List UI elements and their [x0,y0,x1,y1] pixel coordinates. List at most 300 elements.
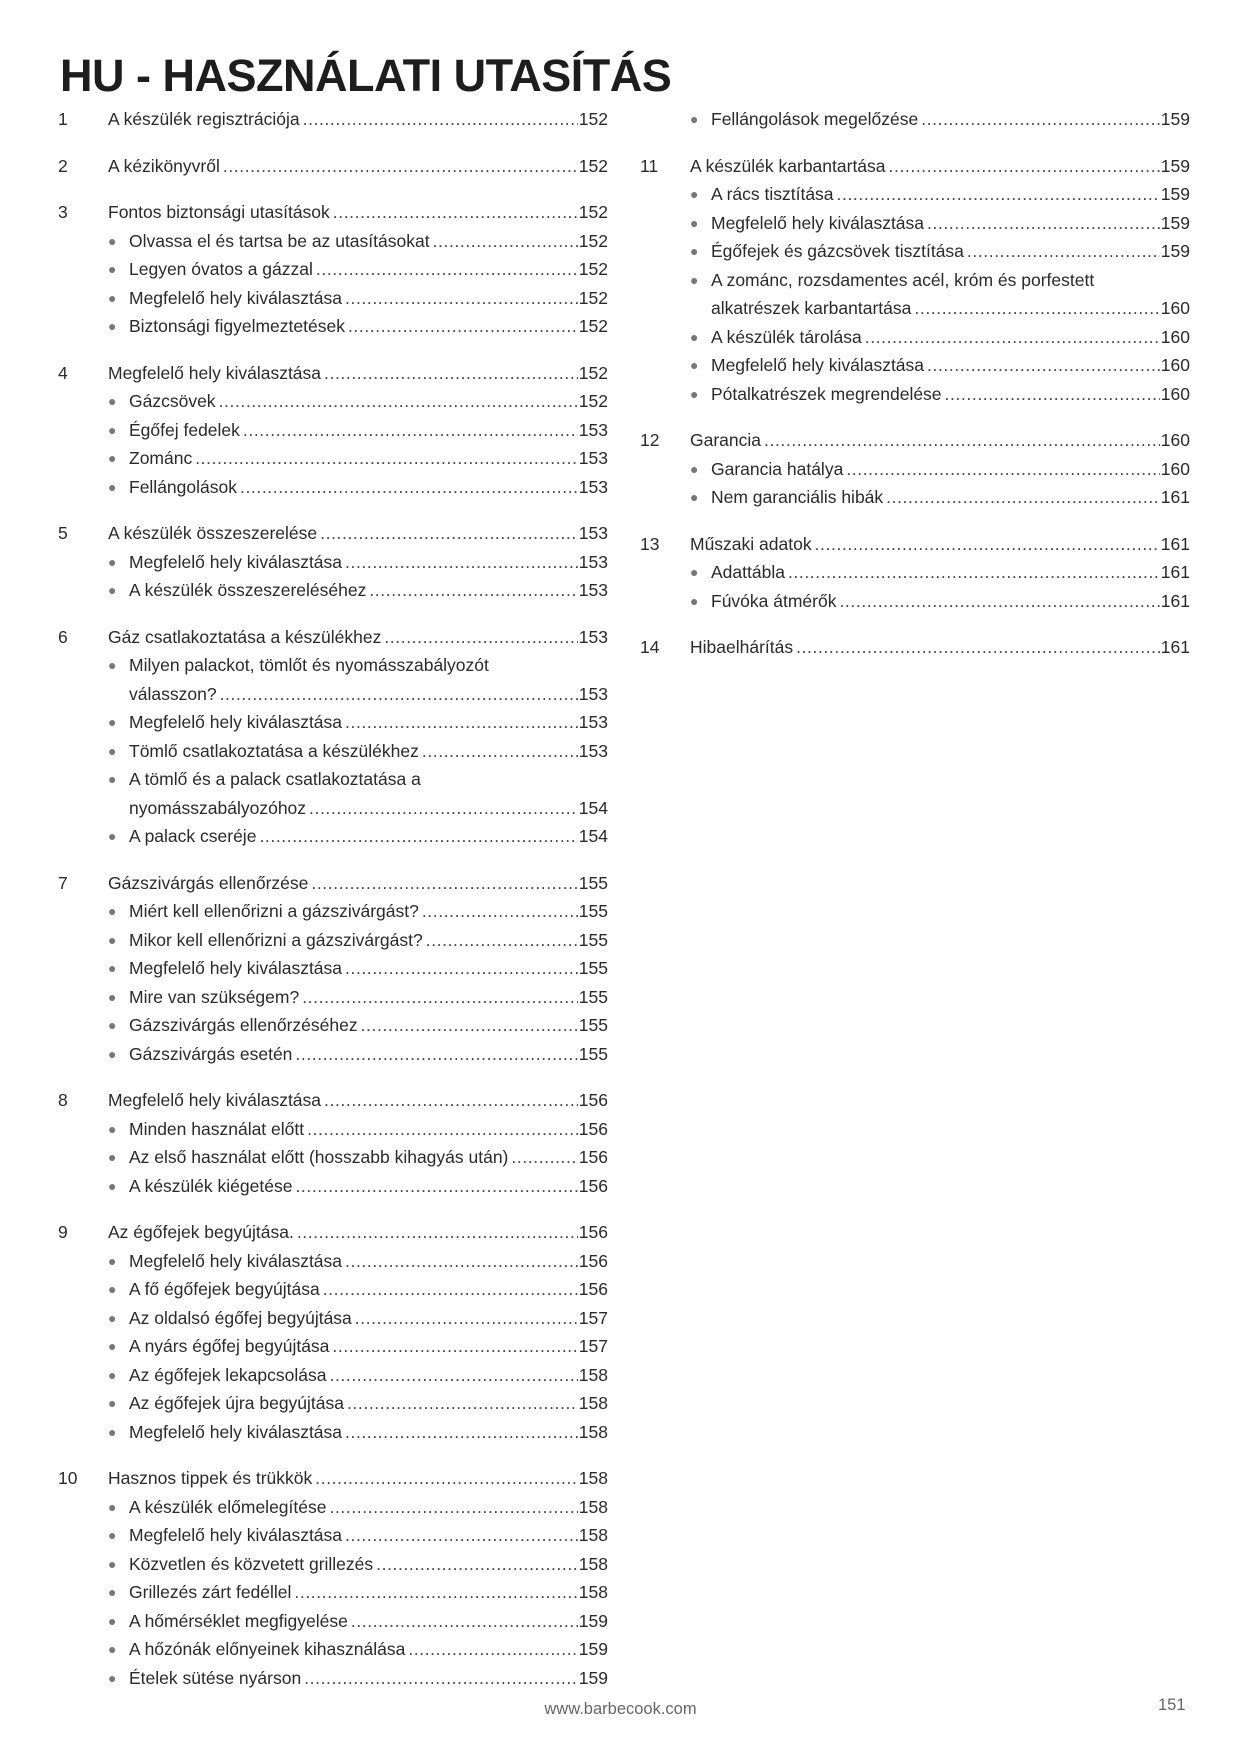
toc-subentry-text [711,180,1190,209]
toc-subentry-text [711,351,1190,380]
toc-subentry-label-cont: nyomásszabályozóhoz [129,797,307,818]
toc-section-entry[interactable] [58,1464,608,1493]
toc-leader-dots [422,897,578,926]
toc-section-entry[interactable] [58,1218,608,1247]
toc-subentry-page: 152 [578,259,608,279]
toc-subentry[interactable] [58,1332,608,1361]
toc-subentry-page: 153 [578,740,608,761]
toc-subentry[interactable] [58,1664,608,1693]
toc-subentry[interactable] [58,737,608,766]
toc-section-number: 2 [58,155,68,176]
toc-subentry[interactable] [58,312,608,341]
toc-subentry-label: Adattábla [711,562,785,582]
bullet-icon: ● [690,592,699,609]
toc-subentry-label: Az oldalsó égőfej begyújtása [129,1307,352,1328]
toc-subentry-text [129,1418,608,1447]
toc-subentry-page: 159 [578,1667,608,1688]
toc-leader-dots [315,1464,578,1493]
toc-leader-dots [865,323,1160,352]
toc-subentry-page: 161 [1160,590,1190,611]
bullet-icon: ● [108,1423,117,1440]
toc-leader-dots [426,926,578,955]
toc-subentry-text [129,737,608,766]
toc-subentry-label: Legyen óvatos a gázzal [129,259,313,279]
toc-subentry-label: Az első használat előtt (hosszabb kihagyás után) [129,1147,509,1167]
toc-subentry[interactable] [640,323,1190,352]
toc-subentry[interactable] [640,180,1190,209]
toc-subentry[interactable] [58,1247,608,1276]
toc-section [640,633,1190,662]
toc-subentry-text [129,822,608,851]
toc-leader-dots [295,1172,577,1201]
toc-subentry-page: 158 [578,1393,608,1413]
toc-subentry-label: Minden használat előtt [129,1118,305,1139]
bullet-icon: ● [690,271,699,288]
toc-section-number: 12 [640,430,660,450]
toc-section-page: 161 [1160,637,1190,657]
toc-subentry[interactable] [58,473,608,502]
toc-subentry[interactable] [58,576,608,605]
bullet-icon: ● [108,261,117,277]
bullet-icon: ● [108,960,117,976]
toc-section-number: 11 [640,155,659,176]
toc-leader-dots [240,473,578,502]
toc-section-page: 160 [1160,430,1190,450]
toc-section-page: 156 [578,1090,608,1110]
toc-subentry[interactable] [58,1115,608,1144]
toc-subentry[interactable] [58,1389,608,1418]
toc-section-page: 152 [578,362,608,383]
toc-section-entry[interactable] [640,633,1190,662]
toc-leader-dots [347,1389,578,1418]
bullet-icon: ● [108,1045,117,1062]
toc-subentry-page: 156 [578,1147,608,1167]
bullet-icon: ● [690,357,699,373]
bullet-icon: ● [108,478,117,495]
bullet-icon: ● [108,1584,117,1600]
toc-subentry[interactable] [58,954,608,983]
toc-subentry-text [129,1521,608,1550]
toc-subentry[interactable] [58,1172,608,1201]
bullet-icon: ● [108,1366,117,1383]
bullet-icon: ● [108,828,117,844]
toc-subentry-page: 158 [578,1421,608,1442]
toc-section-number: 4 [58,362,68,383]
bullet-icon: ● [108,1498,117,1515]
toc-subentry-text [129,227,608,256]
toc-leader-dots [355,1304,578,1333]
toc-subentry-page: 153 [578,551,608,572]
bullet-icon: ● [108,988,117,1005]
toc-section-text [690,152,1190,181]
toc-subentry-text [711,323,1190,352]
toc-subentry-text [129,284,608,313]
toc-section-entry[interactable] [58,869,608,898]
toc-subentry-page: 153 [578,419,608,440]
toc-subentry-label: A készülék összeszereléséhez [129,580,367,600]
toc-subentry-text [711,266,1190,323]
toc-subentry-text [129,1607,608,1636]
toc-section-label: Műszaki adatok [690,533,812,554]
toc-subentry[interactable] [58,651,608,708]
toc-section [640,105,1190,134]
toc-subentry[interactable] [58,1578,608,1607]
toc-section-number: 5 [58,523,68,543]
toc-section [58,623,608,851]
toc-subentry-page: 152 [578,316,608,336]
toc-subentry-label: Miért kell ellenőrizni a gázszivárgást? [129,901,419,921]
toc-subentry-page: 160 [1160,383,1190,404]
toc-leader-dots [333,198,578,227]
bullet-icon: ● [108,232,117,249]
toc-subentry-text [129,1040,608,1069]
toc-section-text [690,426,1190,455]
toc-subentry-text [129,1332,608,1361]
toc-subentry[interactable] [640,483,1190,512]
toc-subentry-page: 155 [578,986,608,1007]
toc-leader-dots [788,558,1160,587]
bullet-icon: ● [108,553,117,570]
toc-subentry-page: 155 [578,1043,608,1064]
bullet-icon: ● [108,742,117,759]
toc-subentry[interactable] [58,1275,608,1304]
toc-subentry-text [129,926,608,955]
bullet-icon: ● [690,111,699,127]
toc-subentry-page: 153 [578,448,608,468]
toc-leader-dots [384,623,577,652]
toc-subentry[interactable] [58,227,608,256]
toc-subentry[interactable] [640,587,1190,616]
bullet-icon: ● [108,771,117,787]
toc-subentry-label: Gázszivárgás esetén [129,1043,293,1064]
bullet-icon: ● [690,564,699,580]
toc-subentry[interactable] [58,897,608,926]
toc-subentry[interactable] [58,1040,608,1069]
toc-leader-dots [332,1332,577,1361]
toc-subentry-page: 160 [1160,458,1190,479]
toc-leader-dots [846,455,1159,484]
toc-section-entry[interactable] [58,198,608,227]
toc-subentry-text [129,1304,608,1333]
toc-section [58,1086,608,1200]
toc-subentry-text [129,444,608,473]
toc-subentry[interactable] [58,822,608,851]
toc-section-text [108,519,608,548]
toc-subentry-label: Pótalkatrészek megrendelése [711,383,942,404]
toc-subentry-label: Megfelelő hely kiválasztása [129,287,343,308]
toc-subentry[interactable] [58,255,608,284]
toc-subentry-text [129,651,608,708]
bullet-icon: ● [108,318,117,334]
toc-subentry-text [129,387,608,416]
toc-leader-dots [304,1664,578,1693]
bullet-icon: ● [108,1641,117,1657]
bullet-icon: ● [108,1395,117,1411]
toc-subentry[interactable] [58,1304,608,1333]
toc-section-label: A készülék regisztrációja [108,109,300,129]
toc-section-text [108,198,608,227]
toc-subentry-label: Égőfej fedelek [129,419,240,440]
toc-subentry[interactable] [58,1635,608,1664]
bullet-icon: ● [108,1120,117,1137]
bullet-icon: ● [690,243,699,259]
bullet-icon: ● [108,657,117,673]
toc-subentry-text [129,255,608,284]
toc-subentry-continuation [129,680,608,709]
toc-subentry-page: 156 [578,1250,608,1271]
toc-subentry[interactable] [58,765,608,822]
toc-section-page: 158 [578,1468,608,1488]
toc-subentry-label-cont: alkatrészek karbantartása [711,298,912,318]
toc-section-label: A készülék karbantartása [690,155,886,176]
toc-section-label: Fontos biztonsági utasítások [108,202,330,222]
toc-subentry-text [129,473,608,502]
bullet-icon: ● [690,328,699,345]
toc-subentry-page: 155 [578,958,608,978]
toc-subentry-continuation [711,294,1190,323]
toc-subentry-page: 157 [578,1336,608,1356]
toc-subentry[interactable] [640,209,1190,238]
toc-section-page: 159 [1160,155,1190,176]
toc-subentry-label: Közvetlen és közvetett grillezés [129,1553,374,1574]
toc-subentry-label: A nyárs égőfej begyújtása [129,1336,330,1356]
toc-subentry-text [129,1578,608,1607]
toc-subentry-text [129,1389,608,1418]
toc-subentry-label: Megfelelő hely kiválasztása [129,1421,343,1442]
bullet-icon: ● [108,1555,117,1572]
toc-leader-dots [886,483,1160,512]
toc-leader-dots [259,822,577,851]
toc-leader-dots [324,1086,578,1115]
toc-section [640,152,1190,409]
footer-page-number: 151 [1158,1696,1186,1714]
toc-column-right [640,105,1190,680]
toc-section-number: 14 [640,637,660,657]
toc-leader-dots [796,633,1160,662]
toc-section-entry[interactable] [58,105,608,134]
toc-subentry-page: 160 [1160,326,1190,347]
toc-subentry-page: 158 [578,1525,608,1545]
toc-subentry-label: A készülék előmelegítése [129,1496,327,1517]
toc-leader-dots [815,530,1160,559]
toc-leader-dots [297,1218,578,1247]
toc-section-entry[interactable] [640,426,1190,455]
toc-leader-dots [914,294,1159,323]
toc-subentry[interactable] [640,558,1190,587]
toc-leader-dots [345,1521,578,1550]
toc-subentry-page: 158 [578,1364,608,1385]
toc-leader-dots [329,1361,577,1390]
bullet-icon: ● [108,1017,117,1033]
toc-subentry-text [129,1275,608,1304]
toc-subentry-label: A tömlő és a palack csatlakoztatása a [129,769,421,789]
toc-subentry[interactable] [58,1011,608,1040]
toc-subentry-label: Megfelelő hely kiválasztása [129,1250,343,1271]
toc-subentry[interactable] [640,351,1190,380]
toc-subentry-page: 158 [578,1496,608,1517]
toc-section-entry[interactable] [58,152,608,181]
bullet-icon: ● [108,582,117,598]
toc-section-text [108,623,608,652]
toc-section-text [108,1464,608,1493]
toc-subentry-page: 154 [578,797,608,818]
toc-section-number: 13 [640,533,660,554]
toc-subentry[interactable] [58,284,608,313]
toc-subentry-page: 156 [578,1175,608,1196]
toc-subentry-page: 152 [578,230,608,251]
toc-subentry-label: Milyen palackot, tömlőt és nyomásszabályozót [129,655,489,675]
toc-subentry-text [129,897,608,926]
bullet-icon: ● [690,460,699,477]
toc-leader-dots [511,1143,577,1172]
toc-leader-dots [837,180,1160,209]
toc-subentry[interactable] [640,105,1190,134]
bullet-icon: ● [108,903,117,919]
toc-subentry-page: 153 [578,580,608,600]
footer-url[interactable]: www.barbecook.com [544,1700,697,1718]
toc-subentry[interactable] [58,1607,608,1636]
bullet-icon: ● [108,1338,117,1354]
toc-section [58,198,608,341]
toc-section-label: Hibaelhárítás [690,637,794,657]
toc-leader-dots [889,152,1160,181]
toc-leader-dots [967,237,1160,266]
toc-section [640,530,1190,616]
toc-section-label: Megfelelő hely kiválasztása [108,1090,322,1110]
bullet-icon: ● [108,1669,117,1686]
toc-subentry-page: 161 [1160,487,1190,507]
toc-subentry[interactable] [58,1521,608,1550]
toc-subentry-text [129,1664,608,1693]
toc-section-entry[interactable] [58,623,608,652]
toc-subentry-page: 155 [578,1015,608,1035]
toc-section-page: 161 [1160,533,1190,554]
toc-subentry-label: Zománc [129,448,193,468]
toc-leader-dots [345,1247,578,1276]
toc-subentry-page: 155 [578,901,608,921]
toc-subentry[interactable] [58,708,608,737]
bullet-icon: ● [108,421,117,438]
toc-subentry-text [129,708,608,737]
toc-leader-dots [345,708,578,737]
toc-leader-dots [307,1115,578,1144]
toc-section-number: 8 [58,1090,68,1110]
toc-section-label: Az égőfejek begyújtása. [108,1222,294,1242]
toc-leader-dots [764,426,1160,455]
toc-leader-dots [945,380,1160,409]
toc-subentry-label: A rács tisztítása [711,184,834,204]
toc-leader-dots [243,416,578,445]
toc-section-entry[interactable] [58,519,608,548]
toc-leader-dots [348,312,578,341]
toc-subentry[interactable] [58,416,608,445]
toc-section [640,426,1190,512]
toc-subentry-label: Az égőfejek újra begyújtása [129,1393,344,1413]
toc-subentry-text [129,1143,608,1172]
toc-section-text [108,1086,608,1115]
toc-subentry[interactable] [640,380,1190,409]
toc-section-number: 7 [58,872,68,893]
toc-subentry-text [129,1011,608,1040]
toc-section-number: 1 [58,109,68,129]
toc-subentry-page: 153 [578,712,608,732]
toc-subentry-text [711,380,1190,409]
toc-subentry-page: 160 [1160,355,1190,375]
toc-leader-dots [302,983,578,1012]
toc-leader-dots [408,1635,577,1664]
toc-section-entry[interactable] [640,152,1190,181]
toc-section-text [690,633,1190,662]
toc-subentry-text [129,1172,608,1201]
bullet-icon: ● [108,714,117,730]
toc-section-page: 155 [578,872,608,893]
toc-section [58,152,608,181]
toc-section-entry[interactable] [58,359,608,388]
toc-subentry-page: 160 [1160,298,1190,318]
toc-section-number: 9 [58,1222,68,1242]
toc-subentry[interactable] [640,455,1190,484]
toc-subentry[interactable] [58,1143,608,1172]
toc-subentry-text [129,1361,608,1390]
toc-subentry-label: Megfelelő hely kiválasztása [129,551,343,572]
toc-subentry[interactable] [58,926,608,955]
bullet-icon: ● [108,1281,117,1297]
toc-subentry[interactable] [58,444,608,473]
toc-subentry[interactable] [640,266,1190,323]
toc-leader-dots [295,1040,577,1069]
toc-subentry-label: Megfelelő hely kiválasztása [711,355,925,375]
toc-leader-dots [329,1493,577,1522]
toc-leader-dots [195,444,578,473]
toc-subentry-label: A fő égőfejek begyújtása [129,1279,320,1299]
toc-subentry-text [129,1493,608,1522]
toc-subentry[interactable] [58,1361,608,1390]
toc-subentry-label: A készülék tárolása [711,326,862,347]
toc-section-page: 153 [578,523,608,543]
toc-leader-dots [921,105,1160,134]
toc-subentry[interactable] [58,1550,608,1579]
toc-leader-dots [303,105,578,134]
toc-subentry-label: Megfelelő hely kiválasztása [711,212,925,233]
bullet-icon: ● [690,214,699,231]
toc-section-page: 153 [578,626,608,647]
toc-section-text [108,869,608,898]
toc-section-page: 152 [578,109,608,129]
toc-subentry[interactable] [58,387,608,416]
bullet-icon: ● [690,489,699,505]
toc-section-entry[interactable] [640,530,1190,559]
toc-subentry-label: Fellángolások [129,476,237,497]
toc-subentry[interactable] [640,237,1190,266]
toc-section-entry[interactable] [58,1086,608,1115]
toc-leader-dots [422,737,578,766]
bullet-icon: ● [108,393,117,409]
toc-subentry-page: 159 [578,1610,608,1631]
toc-leader-dots [320,519,578,548]
bullet-icon: ● [690,385,699,402]
toc-section-label: Garancia [690,430,762,450]
toc-leader-dots [345,954,578,983]
toc-subentry[interactable] [58,1493,608,1522]
toc-subentry-label: Grillezés zárt fedéllel [129,1582,292,1602]
toc-subentry-text [129,954,608,983]
toc-subentry-label: Olvassa el és tartsa be az utasításokat [129,230,430,251]
toc-subentry[interactable] [58,983,608,1012]
toc-subentry[interactable] [58,548,608,577]
toc-subentry-page: 155 [578,929,608,950]
toc-subentry-label: Nem garanciális hibák [711,487,884,507]
toc-subentry[interactable] [58,1418,608,1447]
